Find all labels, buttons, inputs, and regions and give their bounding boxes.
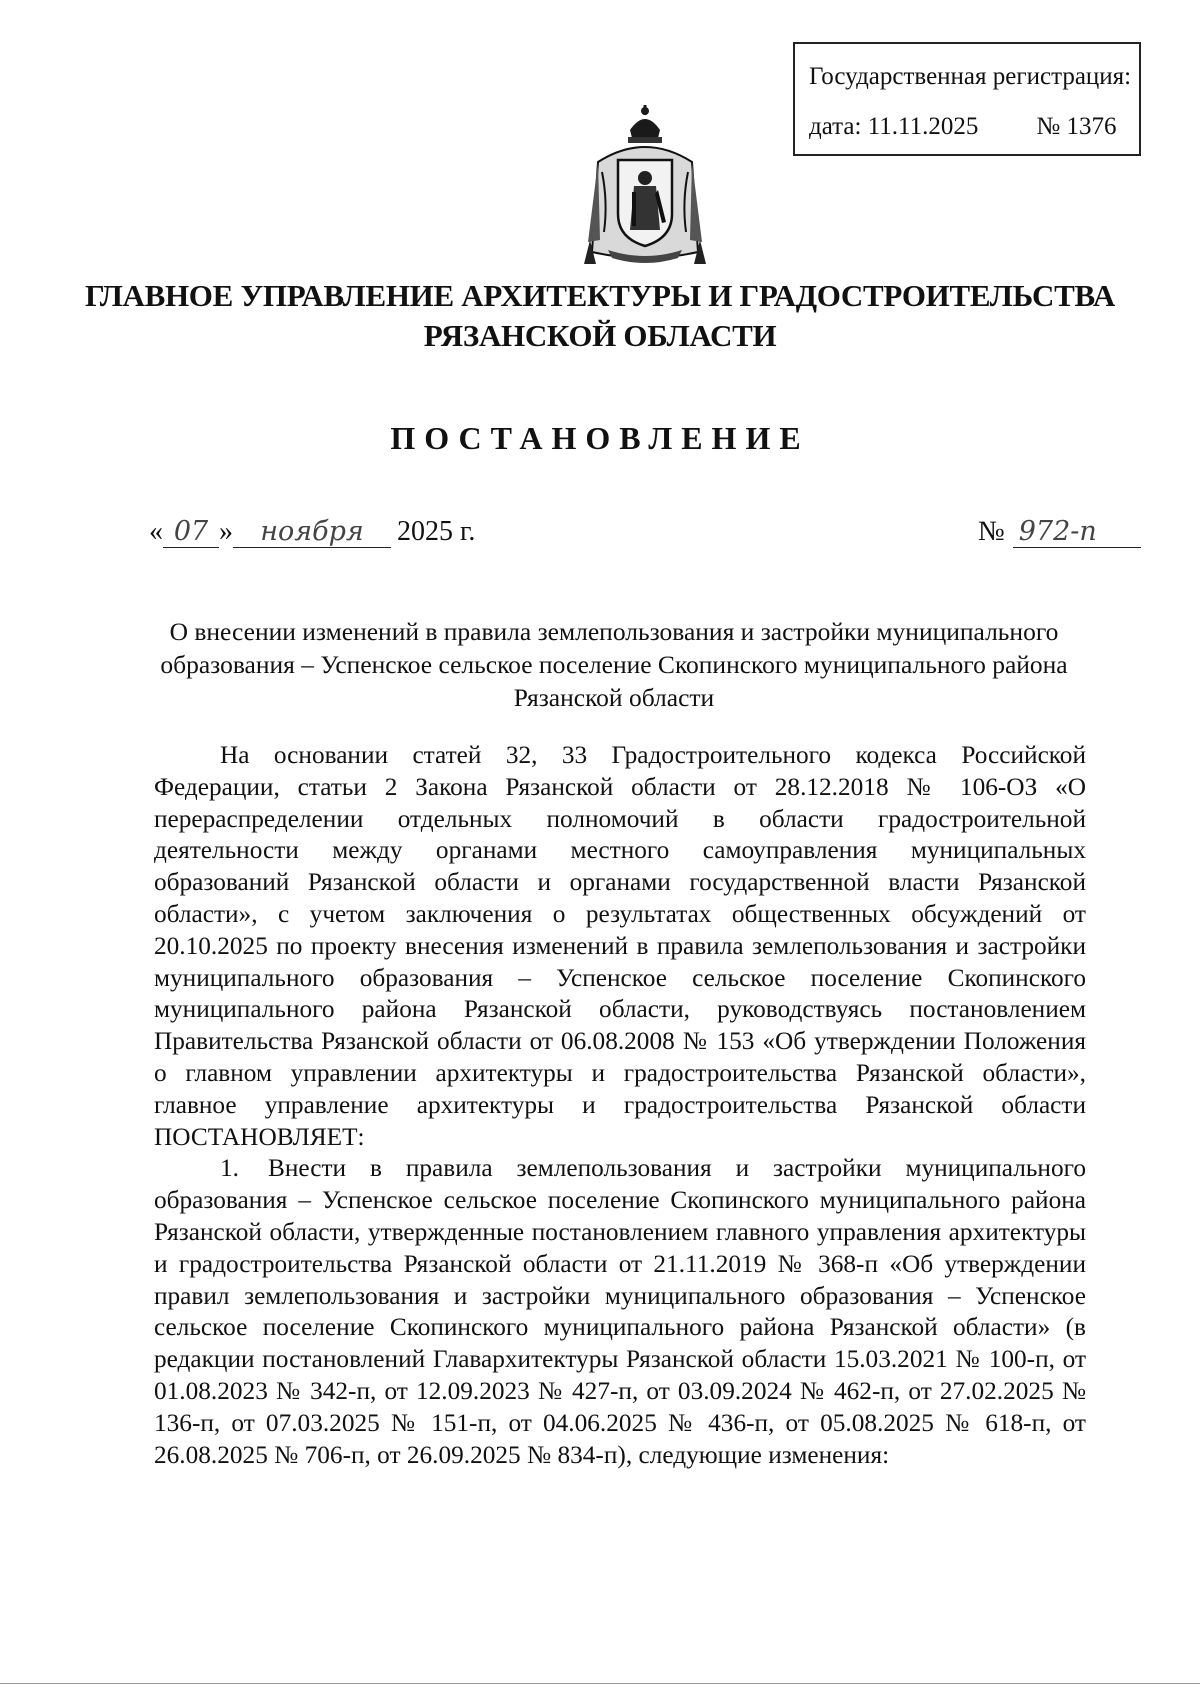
registration-title: Государственная регистрация:	[809, 63, 1132, 90]
number-handwritten: 972-п	[1013, 516, 1141, 548]
document-subject: О внесении изменений в правила землепользования и застройки муниципального образования – Успенское сельское поселение Скопинского муниципального района Рязанской области	[160, 617, 1068, 712]
document-date	[149, 516, 475, 548]
registration-number: № 1376	[1036, 113, 1117, 140]
registration-details	[809, 112, 1139, 142]
number-sign: №	[978, 516, 1005, 547]
organization-name	[0, 276, 1200, 356]
document-type: ПОСТАНОВЛЕНИЕ	[390, 420, 810, 456]
item-1-number: 1.	[220, 1154, 239, 1183]
date-quote-open: «	[149, 516, 163, 547]
date-year: 2025 г.	[397, 516, 476, 547]
date-month-handwritten: ноября	[233, 516, 391, 548]
date-quote-close: »	[219, 516, 233, 547]
registration-stamp	[793, 42, 1141, 156]
registration-date: дата: 11.11.2025	[809, 113, 979, 140]
preamble-paragraph: На основании статей 32, 33 Градостроительного кодекса Российской Федерации, статьи 2 Закона Рязанской области от 28.12.2018 № 106-ОЗ «О перераспределении отдельных полномочий в области градостроительной деятельности между органами местного самоуправления муниципальных образований Рязанской области и органами государственной власти Рязанской области», с учетом заключения о результатах общественных обсуждений от 20.10.2025 по проекту внесения изменений в правила землепользования и застройки муниципального образования – Успенское сельское поселение Скопинского муниципального района Рязанской области, руководствуясь постановлением Правительства Рязанской области от 06.08.2008 № 153 «Об утверждении Положения о главном управлении архитектуры и градостроительства Рязанской области», главное управление архитектуры и градостроительства Рязанской области ПОСТАНОВЛЯЕТ:	[154, 741, 1086, 1151]
organization-line-2: РЯЗАНСКОЙ ОБЛАСТИ	[423, 318, 777, 353]
item-1-paragraph	[154, 1153, 1086, 1471]
document-body	[154, 740, 1086, 1471]
scan-edge-line	[0, 1683, 1200, 1684]
organization-line-1: ГЛАВНОЕ УПРАВЛЕНИЕ АРХИТЕКТУРЫ И ГРАДОСТРОИТЕЛЬСТВА	[84, 278, 1115, 313]
item-1-text: Внести в правила землепользования и застройки муниципального образования – Успенское сельское поселение Скопинского муниципального района Рязанской области, утвержденные постановлением главного управления архитектуры и градостроительства Рязанской области от 21.11.2019 № 368-п «Об утверждении правил землепользования и застройки муниципального образования – Успенское сельское поселение Скопинского муниципального района Рязанской области» (в редакции постановлений Главархитектуры Рязанской области 15.03.2021 № 100-п, от 01.08.2023 № 342-п, от 12.09.2023 № 427-п, от 03.09.2024 № 462-п, от 27.02.2025 № 136-п, от 07.03.2025 № 151-п, от 04.06.2025 № 436-п, от 05.08.2025 № 618-п, от 26.08.2025 № 706-п, от 26.09.2025 № 834-п), следующие изменения:	[154, 1154, 1086, 1469]
coat-of-arms-icon	[578, 102, 712, 270]
date-day-handwritten: 07	[163, 516, 219, 548]
document-number	[978, 516, 1141, 548]
